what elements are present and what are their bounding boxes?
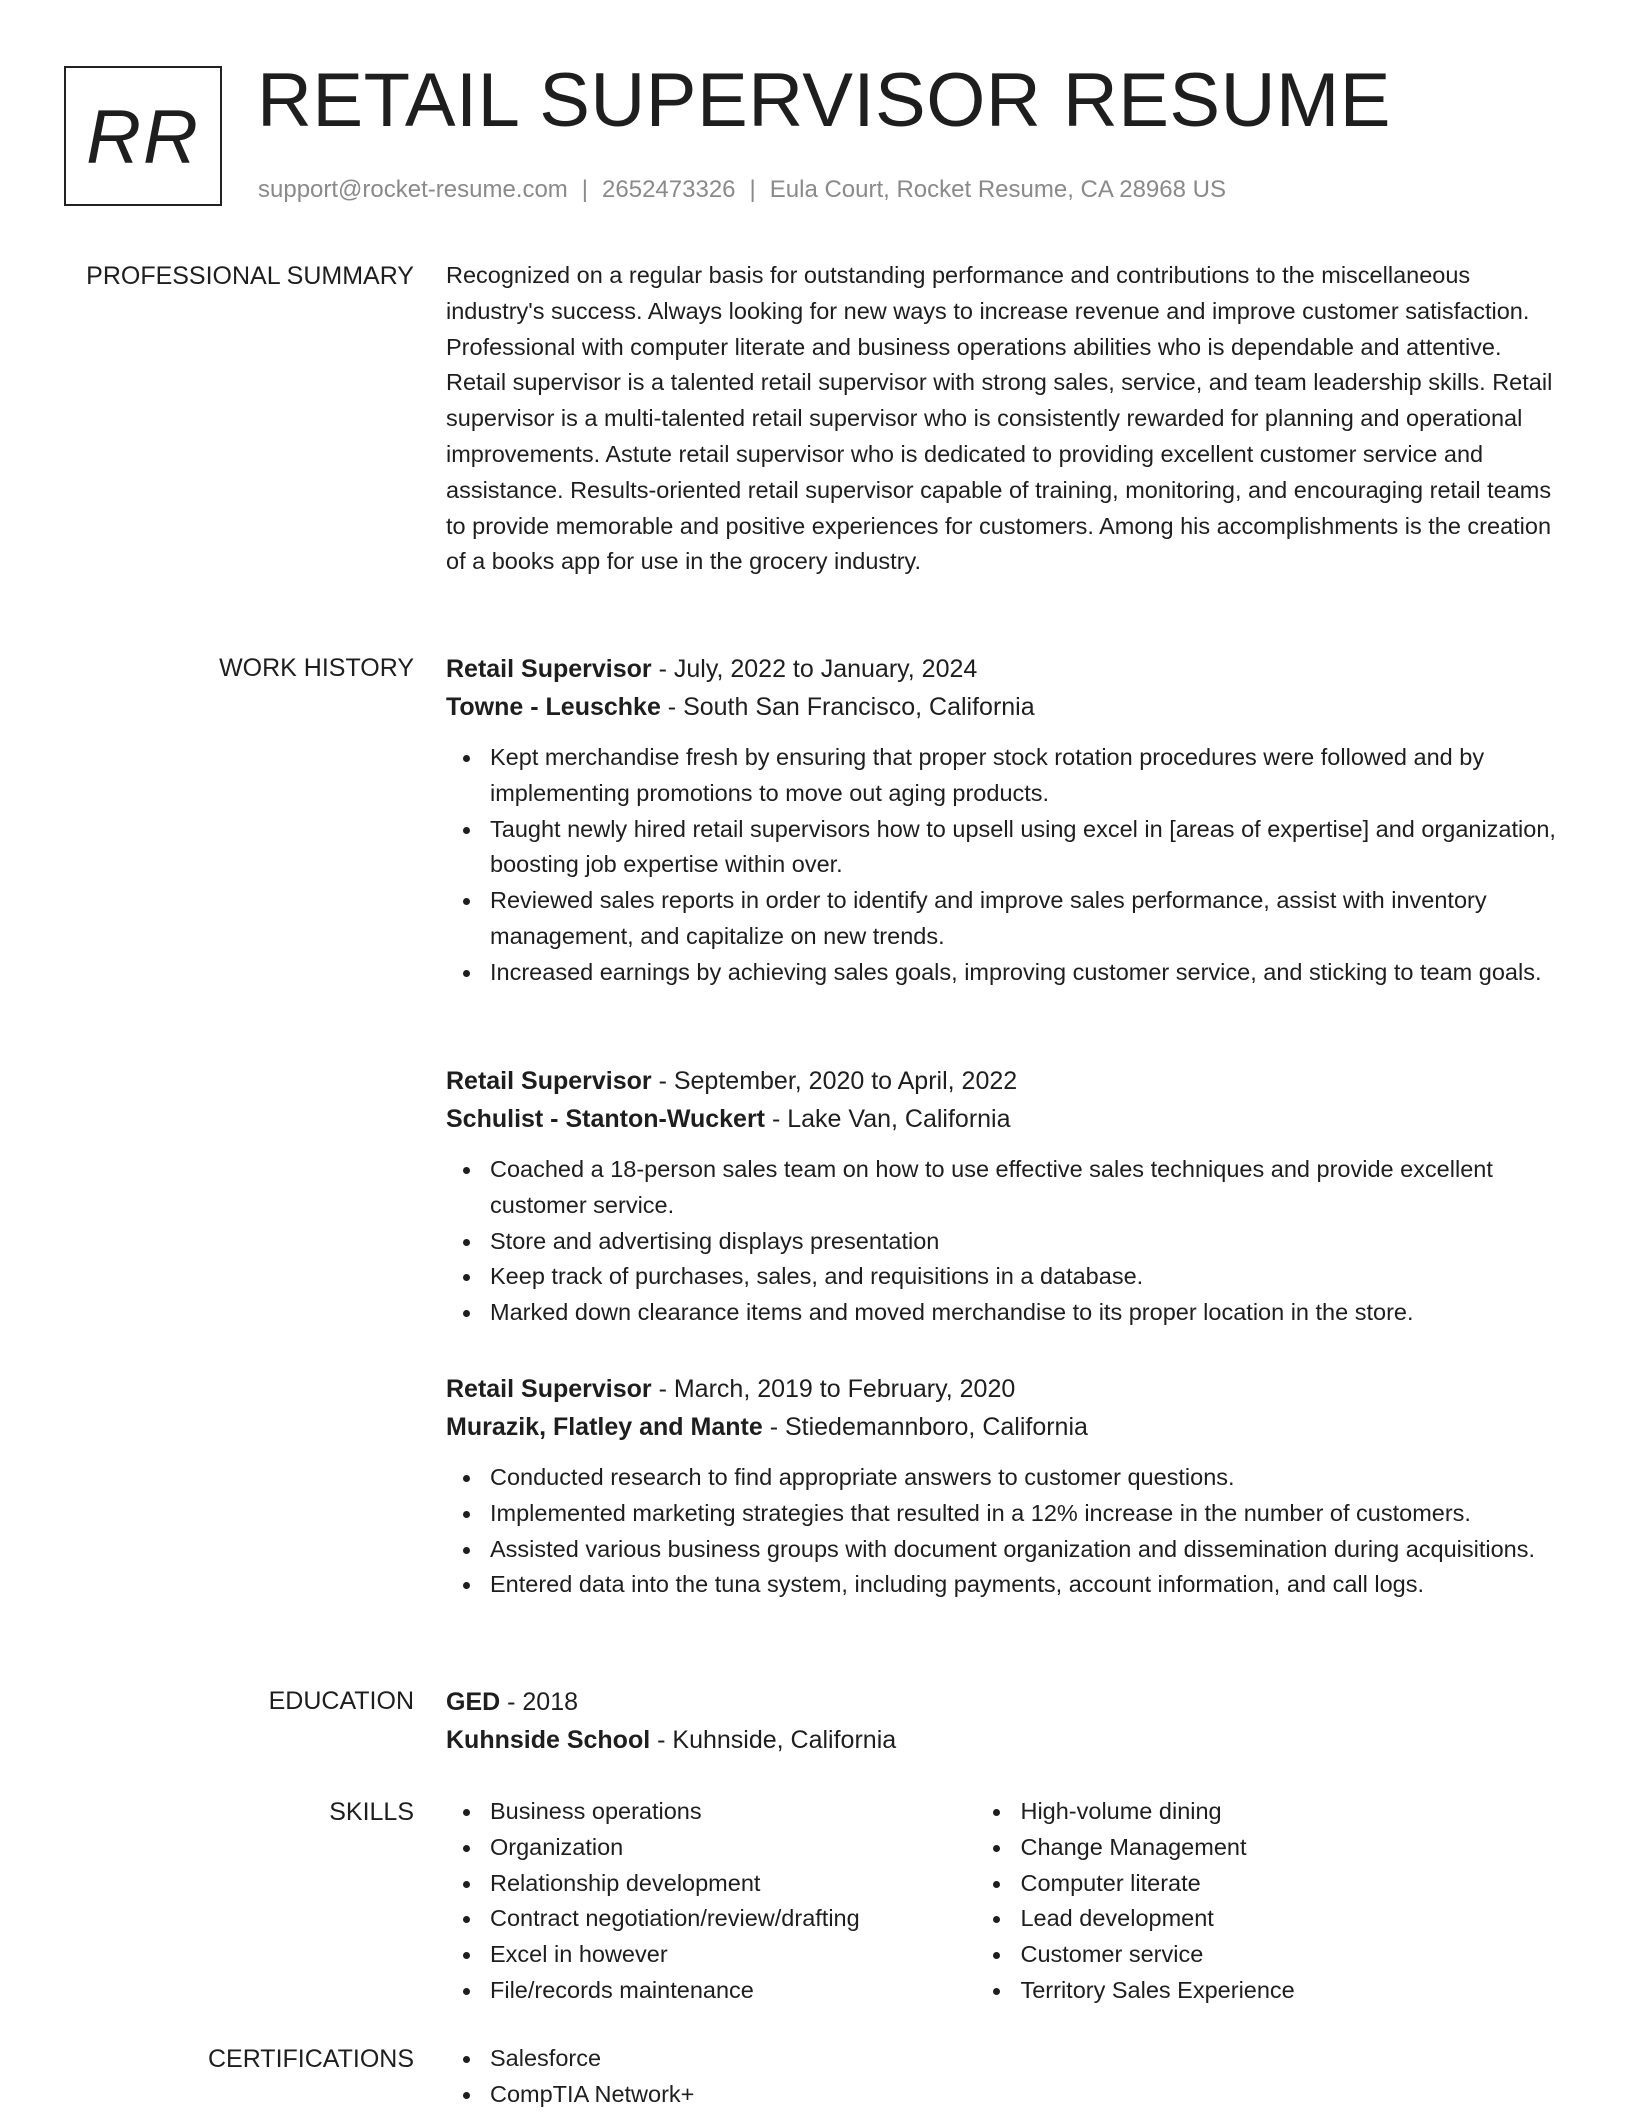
education-heading: EDUCATION: [268, 1687, 414, 1715]
job-company: Towne - Leuschke: [446, 693, 661, 721]
job-title: Retail Supervisor: [446, 1375, 652, 1403]
job-bullet: Coached a 18-person sales team on how to use effective sales techniques and provide excellent customer service.: [490, 1152, 1561, 1224]
monogram-initials: RR: [86, 94, 200, 180]
job-company-line: [446, 1408, 1561, 1446]
job-bullet: Taught newly hired retail supervisors how to upsell using excel in [areas of expertise] and organization, boosting job expertise within over.: [490, 812, 1561, 884]
job-dates: - September, 2020 to April, 2022: [651, 1067, 1018, 1095]
resume-title: RETAIL SUPERVISOR RESUME: [257, 58, 1391, 143]
certifications-heading: CERTIFICATIONS: [207, 2045, 414, 2073]
certification-item: Salesforce: [490, 2041, 1561, 2077]
contact-address: Eula Court, Rocket Resume, CA 28968 US: [769, 176, 1226, 203]
job-bullet: Kept merchandise fresh by ensuring that proper stock rotation procedures were followed and by implementing promotions to move out aging products.: [490, 740, 1561, 812]
education-degree: GED: [446, 1688, 501, 1716]
job-bullet-list: [446, 1152, 1561, 1331]
job-bullet: Keep track of purchases, sales, and requisitions in a database.: [490, 1259, 1561, 1295]
job-bullet: Implemented marketing strategies that resulted in a 12% increase in the number of customers.: [490, 1496, 1561, 1532]
skill-item: Organization: [490, 1830, 976, 1866]
skill-item: Contract negotiation/review/drafting: [490, 1901, 976, 1937]
skill-item: File/records maintenance: [490, 1973, 976, 2009]
work-history-heading: WORK HISTORY: [219, 654, 414, 682]
skills-column-right: [976, 1794, 1561, 2009]
certification-item: CompTIA Network+: [490, 2077, 1561, 2113]
job-bullet: Entered data into the tuna system, including payments, account information, and call logs.: [490, 1567, 1561, 1603]
contact-email[interactable]: support@rocket-resume.com: [258, 176, 568, 203]
skill-item: Relationship development: [490, 1866, 976, 1902]
job-entry: [446, 650, 1561, 991]
skill-item: High-volume dining: [1020, 1794, 1561, 1830]
job-bullet: Conducted research to find appropriate answers to customer questions.: [490, 1460, 1561, 1496]
job-title-line: [446, 650, 1561, 688]
job-title: Retail Supervisor: [446, 1067, 652, 1095]
monogram-logo: [64, 66, 222, 206]
job-bullet: Marked down clearance items and moved merchandise to its proper location in the store.: [490, 1295, 1561, 1331]
job-title-line: [446, 1062, 1561, 1100]
job-company-line: [446, 688, 1561, 726]
certifications-list: [446, 2041, 1561, 2113]
skill-item: Customer service: [1020, 1937, 1561, 1973]
job-bullet-list: [446, 740, 1561, 991]
job-company: Murazik, Flatley and Mante: [446, 1413, 763, 1441]
job-dates: - March, 2019 to February, 2020: [651, 1375, 1016, 1403]
job-company-line: [446, 1100, 1561, 1138]
skill-item: Change Management: [1020, 1830, 1561, 1866]
job-bullet: Assisted various business groups with document organization and dissemination during acquisitions.: [490, 1532, 1561, 1568]
contact-line: [258, 174, 1226, 206]
job-title: Retail Supervisor: [446, 655, 652, 683]
job-entry: [446, 1062, 1561, 1331]
skills-heading: SKILLS: [329, 1798, 414, 1826]
job-location: - South San Francisco, California: [660, 693, 1035, 721]
education-year: - 2018: [500, 1688, 579, 1716]
skills-grid: [446, 1794, 1561, 2009]
job-dates: - July, 2022 to January, 2024: [651, 655, 978, 683]
education-location: - Kuhnside, California: [650, 1726, 897, 1754]
work-history-body: [446, 650, 1561, 1598]
job-location: - Lake Van, California: [765, 1105, 1011, 1133]
summary-heading: PROFESSIONAL SUMMARY: [86, 262, 414, 290]
summary-text: Recognized on a regular basis for outstanding performance and contributions to the miscellaneous industry's success. Always looking for new ways to increase revenue and improve customer satisfaction. Professional with computer literate and business operations abilities who is dependable and attentive. Retail supervisor is a talented retail supervisor with strong sales, service, and team leadership skills. Retail supervisor is a multi-talented retail supervisor who is consistently rewarded for planning and operational improvements. Astute retail supervisor who is dedicated to providing excellent customer service and assistance. Results-oriented retail supervisor capable of training, monitoring, and encouraging retail teams to provide memorable and positive experiences for customers. Among his accomplishments is the creation of a books app for use in the grocery industry.: [446, 262, 1553, 575]
contact-separator: |: [749, 176, 756, 203]
job-title-line: [446, 1370, 1561, 1408]
skill-item: Lead development: [1020, 1901, 1561, 1937]
skills-column-left: [446, 1794, 976, 2009]
contact-separator: |: [581, 176, 589, 203]
summary-body: [446, 258, 1561, 580]
job-bullet: Store and advertising displays presentation: [490, 1224, 1561, 1260]
skill-item: Computer literate: [1020, 1866, 1561, 1902]
skill-item: Business operations: [490, 1794, 976, 1830]
skills-body: [446, 1794, 1561, 2009]
skill-item: Territory Sales Experience: [1020, 1973, 1561, 2009]
job-bullet: Increased earnings by achieving sales goals, improving customer service, and sticking to team goals.: [490, 955, 1561, 991]
job-entry: [446, 1370, 1561, 1603]
certifications-body: [446, 2041, 1561, 2113]
job-bullet-list: [446, 1460, 1561, 1603]
education-school: Kuhnside School: [446, 1726, 651, 1754]
contact-phone[interactable]: 2652473326: [602, 176, 736, 203]
skill-item: Excel in however: [490, 1937, 976, 1973]
job-location: - Stiedemannboro, California: [762, 1413, 1088, 1441]
education-body: [446, 1683, 1561, 1759]
job-company: Schulist - Stanton-Wuckert: [446, 1105, 766, 1133]
education-degree-line: [446, 1683, 1561, 1721]
education-school-line: [446, 1721, 1561, 1759]
job-bullet: Reviewed sales reports in order to identify and improve sales performance, assist with inventory management, and capitalize on new trends.: [490, 883, 1561, 955]
